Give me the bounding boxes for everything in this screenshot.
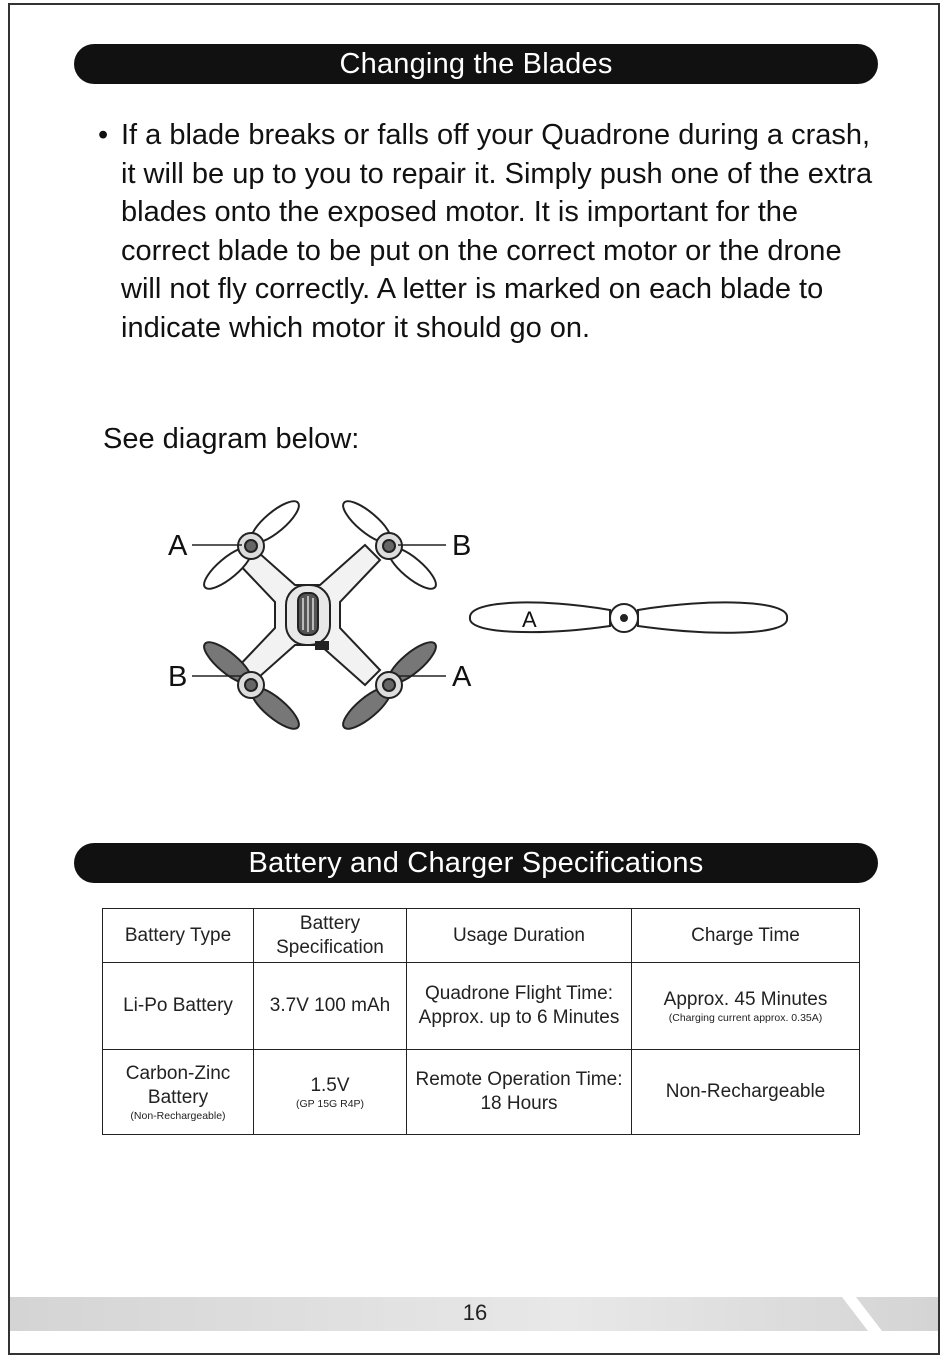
cell-battery-type: Carbon-Zinc Battery (Non-Rechargeable) — [103, 1050, 254, 1135]
cell-charge-time: Non-Rechargeable — [632, 1050, 860, 1135]
label-b-top-right: B — [452, 530, 472, 562]
section-title-changing-blades — [74, 44, 878, 84]
instructions-paragraph — [98, 116, 878, 347]
spare-blade-icon — [470, 602, 787, 632]
cell-usage-duration: Quadrone Flight Time: Approx. up to 6 Minutes — [407, 963, 632, 1050]
cell-charge-time: Approx. 45 Minutes (Charging current approx. 0.35A) — [632, 963, 860, 1050]
header-charge-time: Charge Time — [632, 909, 860, 963]
header-battery-type: Battery Type — [103, 909, 254, 963]
table-row — [103, 963, 860, 1050]
label-a-bottom-right: A — [452, 661, 472, 693]
page-number: 16 — [462, 1300, 488, 1325]
section-title-battery-specs — [74, 843, 878, 883]
cell-battery-spec: 1.5V (GP 15G R4P) — [254, 1050, 407, 1135]
cell-battery-type: Li-Po Battery — [103, 963, 254, 1050]
label-b-bottom-left: B — [168, 661, 188, 693]
cell-usage-duration: Remote Operation Time: 18 Hours — [407, 1050, 632, 1135]
label-a-top-left: A — [168, 530, 188, 562]
blade-letter-label: A — [522, 607, 537, 632]
instructions-text: If a blade breaks or falls off your Quadrone during a crash, it will be up to you to repair it. Simply push one of the extra blades onto the exposed motor. It is important for the correct blade to be put on the correct motor or the drone will not fly correctly. A letter is marked on each blade to indicate which motor it should go on. — [121, 119, 873, 344]
cell-battery-spec: 3.7V 100 mAh — [254, 963, 407, 1050]
table-header-row — [103, 909, 860, 963]
battery-spec-table — [102, 908, 860, 1135]
drone-blade-diagram — [150, 490, 810, 750]
see-diagram-label: See diagram below: — [103, 423, 360, 455]
section-title-text: Battery and Charger Specifications — [248, 846, 704, 879]
header-usage-duration: Usage Duration — [407, 909, 632, 963]
bullet-icon: • — [98, 119, 109, 151]
table-row — [103, 1050, 860, 1135]
section-title-text: Changing the Blades — [339, 47, 613, 80]
drone-icon — [235, 545, 380, 685]
header-battery-specification: Battery Specification — [254, 909, 407, 963]
